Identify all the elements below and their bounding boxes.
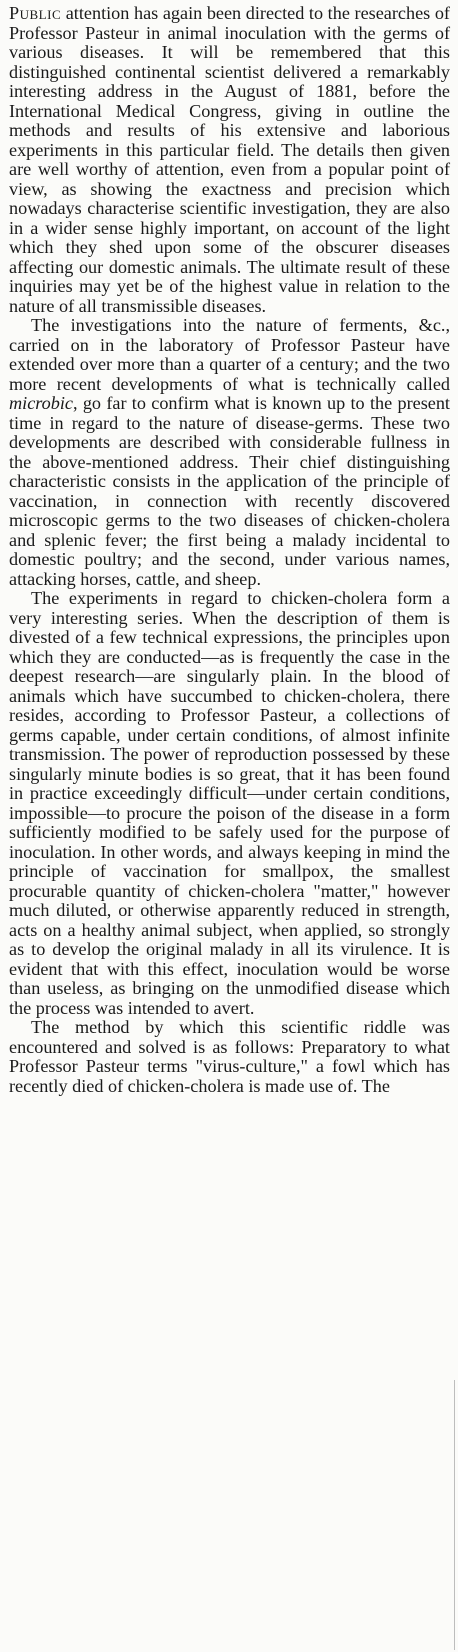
- paragraph-1: [9, 4, 450, 316]
- paragraph-2: [9, 316, 450, 589]
- lead-word: Public: [9, 3, 62, 23]
- paragraph-4-text: The method by which this scientific riddle was encountered and solved is as follows: Preparatory to what Professor Pasteur terms "virus-culture," a fowl which has recently died of chicken-cholera is made use of. The: [9, 1017, 450, 1096]
- italic-term: microbic: [9, 393, 73, 413]
- column-rule: [454, 1380, 455, 1650]
- paragraph-3-text: The experiments in regard to chicken-cholera form a very interesting series. When the description of them is divested of a few technical expressions, the principles upon which they are conducted—as is frequently the case in the deepest research—are singularly plain. In the blood of animals which have succumbed to chicken-cholera, there resides, according to Professor Pasteur, a collections of germs capable, under certain conditions, of almost infinite transmission. The power of reproduction possessed by these singularly minute bodies is so great, that it has been found in practice exceedingly difficult—under certain conditions, impossible—to procure the poison of the disease in a form sufficiently modified to be safely used for the purpose of inoculation. In other words, and always keeping in mind the principle of vaccination for smallpox, the smallest procurable quantity of chicken-cholera "matter," however much diluted, or otherwise apparently reduced in strength, acts on a healthy animal subject, when applied, so strongly as to develop the original malady in all its virulence. It is evident that with this effect, inoculation would be worse than useless, as bringing on the unmodified disease which the process was intended to avert.: [9, 588, 450, 1018]
- paragraph-4: [9, 1018, 450, 1096]
- paragraph-2-text-a: The investigations into the nature of ferments, &c., carried on in the laboratory of Professor Pasteur have extended over more than a quarter of a century; and the two more recent developments of what is technically called: [9, 315, 450, 394]
- article-column: [9, 4, 450, 1096]
- paragraph-1-text: attention has again been directed to the researches of Professor Pasteur in animal inoculation with the germs of various diseases. It will be remembered that this distinguished continental scientist delivered a remarkably interesting address in the August of 1881, before the International Medical Congress, giving in outline the methods and results of his extensive and laborious experiments in this particular field. The details then given are well worthy of attention, even from a popular point of view, as showing the exactness and precision which nowadays characterise scientific investigation, they are also in a wider sense highly important, on account of the light which they shed upon some of the obscurer diseases affecting our domestic animals. The ultimate result of these inquiries may yet be of the highest value in relation to the nature of all transmissible diseases.: [9, 3, 450, 316]
- paragraph-2-text-b: , go far to confirm what is known up to the present time in regard to the nature of disease-germs. These two developments are described with considerable fullness in the above-mentioned address. Their chief distinguishing characteristic consists in the application of the principle of vaccination, in connection with recently discovered microscopic germs to the two diseases of chicken-cholera and splenic fever; the first being a malady incidental to domestic poultry; and the second, under various names, attacking horses, cattle, and sheep.: [9, 393, 450, 589]
- paragraph-3: [9, 589, 450, 1018]
